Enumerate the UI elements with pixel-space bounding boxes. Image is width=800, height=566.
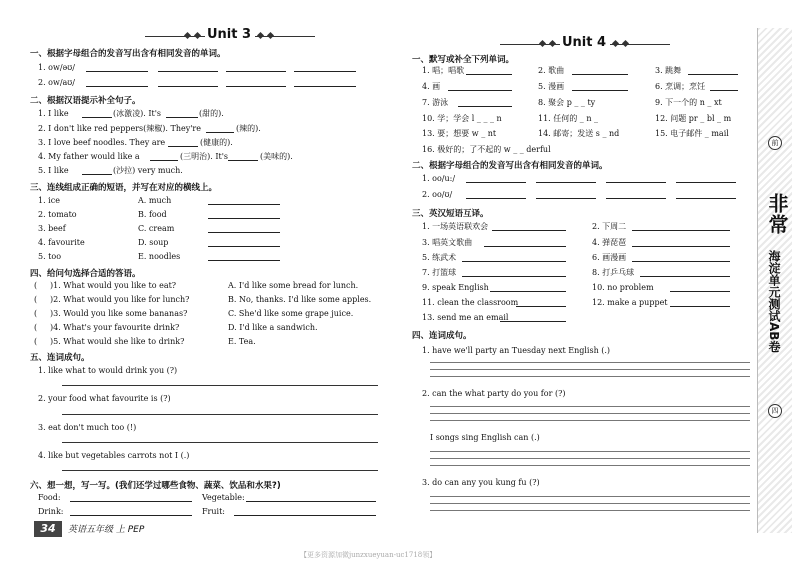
question: )5. What would she like to drink? <box>50 337 185 346</box>
writing-line[interactable] <box>62 442 378 443</box>
match-right: B. food <box>138 210 167 219</box>
writing-line[interactable] <box>430 369 750 370</box>
sentence-part: (冰激凌). It's <box>113 109 162 118</box>
answer-line[interactable] <box>670 291 730 292</box>
answer-line[interactable] <box>484 246 566 247</box>
writing-line[interactable] <box>430 451 750 452</box>
blank[interactable] <box>228 160 258 161</box>
answer-line[interactable] <box>466 198 526 199</box>
scrambled-sentence: I songs sing English can (.) <box>430 433 540 442</box>
answer-line[interactable] <box>516 306 566 307</box>
blank[interactable] <box>168 146 198 147</box>
match-left: 4. favourite <box>38 238 85 247</box>
answer-line[interactable] <box>86 71 148 72</box>
phrase-item: 5. 练武术 <box>422 253 457 262</box>
answer-line[interactable] <box>70 501 192 502</box>
answer-line[interactable] <box>208 246 280 247</box>
answer-line[interactable] <box>226 71 286 72</box>
answer-line[interactable] <box>500 321 566 322</box>
answer-line[interactable] <box>536 182 596 183</box>
answer-line[interactable] <box>158 86 218 87</box>
answer-line[interactable] <box>226 86 286 87</box>
phonics-item: 2. oo/ʊ/ <box>422 190 453 199</box>
title-decoration-left <box>500 41 560 47</box>
answer-line[interactable] <box>572 74 628 75</box>
phrase-item: 6. 画漫画 <box>592 253 627 262</box>
writing-line[interactable] <box>430 458 750 459</box>
sentence-part: 2. I don't like red peppers(辣椒). They're <box>38 124 201 133</box>
answer-option: B. No, thanks. I'd like some apples. <box>228 295 372 304</box>
answer-option: D. I'd like a sandwich. <box>228 323 318 332</box>
answer-line[interactable] <box>208 260 280 261</box>
phrase-item: 11. clean the classroom <box>422 298 519 307</box>
word-item: 9. 下一个的 n _ xt <box>655 98 722 107</box>
answer-line[interactable] <box>294 71 356 72</box>
match-right: C. cream <box>138 224 175 233</box>
answer-line[interactable] <box>70 515 192 516</box>
blank[interactable] <box>166 117 198 118</box>
section-1-heading: 一、默写或补全下列单词。 <box>412 55 515 65</box>
sentence-part: 1. I like <box>38 109 69 118</box>
writing-line[interactable] <box>62 385 378 386</box>
answer-line[interactable] <box>234 515 376 516</box>
section-2-heading: 二、根据汉语提示补全句子。 <box>30 96 141 106</box>
answer-line[interactable] <box>536 198 596 199</box>
answer-line[interactable] <box>492 230 566 231</box>
answer-line[interactable] <box>688 74 738 75</box>
section-5-heading: 五、连词成句。 <box>30 353 90 363</box>
section-3-heading: 三、连线组成正确的短语，并写在对应的横线上。 <box>30 183 218 193</box>
word-item: 1. 唱；唱歌 <box>422 66 465 75</box>
match-right: D. soup <box>138 238 169 247</box>
answer-line[interactable] <box>676 182 736 183</box>
phonics-item: 1. ow/əʊ/ <box>38 63 75 72</box>
phrase-item: 9. speak English <box>422 283 489 292</box>
writing-line[interactable] <box>430 496 750 497</box>
word-item: 8. 聚会 p _ _ ty <box>538 98 596 107</box>
phrase-item: 7. 打篮球 <box>422 268 457 277</box>
phrase-item: 12. make a puppet <box>592 298 668 307</box>
unit-3-title: Unit 3 <box>207 27 252 42</box>
side-mark-top: 前 <box>768 136 782 150</box>
word-item: 14. 邮寄；发送 s _ nd <box>538 129 620 138</box>
writing-line[interactable] <box>62 470 378 471</box>
answer-line[interactable] <box>208 218 280 219</box>
answer-line[interactable] <box>606 198 666 199</box>
phrase-item: 13. send me an email <box>422 313 509 322</box>
side-banner <box>757 28 791 533</box>
answer-line[interactable] <box>640 276 730 277</box>
answer-line[interactable] <box>462 261 566 262</box>
answer-paren[interactable]: ( <box>34 323 38 332</box>
match-left: 3. beef <box>38 224 66 233</box>
answer-option: E. Tea. <box>228 337 256 346</box>
word-item: 13. 要；想要 w _ nt <box>422 129 497 138</box>
series-title: 海淀单元测试AB卷 <box>767 250 781 353</box>
phrase-item: 8. 打乒乓球 <box>592 268 635 277</box>
side-mark-bottom: 四 <box>768 404 782 418</box>
answer-line[interactable] <box>670 306 730 307</box>
section-1-heading: 一、根据字母组合的发音写出含有相同发音的单词。 <box>30 49 226 59</box>
word-item: 7. 游泳 <box>422 98 449 107</box>
answer-option: C. She'd like some grape juice. <box>228 309 354 318</box>
blank[interactable] <box>150 160 178 161</box>
answer-paren[interactable]: ( <box>34 309 38 318</box>
writing-line[interactable] <box>430 503 750 504</box>
answer-line[interactable] <box>294 86 356 87</box>
question: )3. Would you like some bananas? <box>50 309 188 318</box>
sentence-part: 4. My father would like a <box>38 152 140 161</box>
word-item: 5. 漫画 <box>538 82 565 91</box>
page-number: 34 <box>34 521 62 537</box>
writing-line[interactable] <box>430 362 750 363</box>
answer-line[interactable] <box>466 74 512 75</box>
word-item: 10. 学；学会 l _ _ _ n <box>422 114 502 123</box>
answer-line[interactable] <box>462 276 566 277</box>
answer-line[interactable] <box>158 71 218 72</box>
section-2-heading: 二、根据字母组合的发音写出含有相同发音的单词。 <box>412 161 608 171</box>
answer-line[interactable] <box>208 204 280 205</box>
scrambled-sentence: 2. can the what party do you for (?) <box>422 389 566 398</box>
category-label: Vegetable: <box>202 493 245 502</box>
answer-line[interactable] <box>246 501 376 502</box>
sentence-part: (辣的). <box>236 124 261 133</box>
answer-line[interactable] <box>632 246 730 247</box>
section-4-heading: 四、给问句选择合适的答语。 <box>30 269 141 279</box>
writing-line[interactable] <box>62 414 378 415</box>
writing-line[interactable] <box>430 465 750 466</box>
word-item: 4. 画 <box>422 82 441 91</box>
question: )2. What would you like for lunch? <box>50 295 190 304</box>
answer-line[interactable] <box>632 230 730 231</box>
scrambled-sentence: 2. your food what favourite is (?) <box>38 394 171 403</box>
blank[interactable] <box>82 174 112 175</box>
answer-line[interactable] <box>86 86 148 87</box>
writing-line[interactable] <box>430 406 750 407</box>
answer-line[interactable] <box>710 90 738 91</box>
answer-line[interactable] <box>490 291 566 292</box>
word-item: 3. 跳舞 <box>655 66 682 75</box>
match-left: 5. too <box>38 252 62 261</box>
phrase-item: 2. 下周二 <box>592 222 627 231</box>
question: )1. What would you like to eat? <box>50 281 177 290</box>
match-left: 2. tomato <box>38 210 77 219</box>
word-item: 15. 电子邮件 _ mail <box>655 129 729 138</box>
phrase-item: 1. 一场英语联欢会 <box>422 222 489 231</box>
title-decoration-right <box>255 33 315 39</box>
answer-line[interactable] <box>466 182 526 183</box>
sentence-part: (甜的). <box>199 109 224 118</box>
writing-line[interactable] <box>430 413 750 414</box>
answer-paren[interactable]: ( <box>34 337 38 346</box>
watermark-text: 【更多资源加微junzxueyuan-uc1718领】 <box>300 551 437 559</box>
scrambled-sentence: 1. like what to would drink you (?) <box>38 366 178 375</box>
category-label: Fruit: <box>202 507 225 516</box>
answer-paren[interactable]: ( <box>34 295 38 304</box>
blank[interactable] <box>206 132 234 133</box>
answer-line[interactable] <box>676 198 736 199</box>
blank[interactable] <box>82 117 112 118</box>
title-decoration-left <box>145 33 205 39</box>
book-title: 英语五年级 上 PEP <box>68 525 145 535</box>
sentence-part: 3. I love beef noodles. They are <box>38 138 166 147</box>
title-decoration-right <box>610 41 670 47</box>
phonics-item: 2. ow/aʊ/ <box>38 78 75 87</box>
sentence-part: (美味的). <box>260 152 293 161</box>
word-item: 2. 歌曲 <box>538 66 565 75</box>
question: )4. What's your favourite drink? <box>50 323 180 332</box>
section-4-heading: 四、连词成句。 <box>412 331 472 341</box>
answer-line[interactable] <box>572 90 628 91</box>
answer-line[interactable] <box>458 106 512 107</box>
sentence-part: 5. I like <box>38 166 69 175</box>
scrambled-sentence: 3. eat don't much too (!) <box>38 423 137 432</box>
writing-line[interactable] <box>430 510 750 511</box>
word-item: 16. 极好的；了不起的 w _ _ derful <box>422 145 551 154</box>
word-item: 11. 任何的 _ n _ <box>538 114 599 123</box>
match-right: E. noodles <box>138 252 181 261</box>
match-left: 1. ice <box>38 196 60 205</box>
word-item: 6. 烹调；烹饪 <box>655 82 706 91</box>
answer-line[interactable] <box>448 90 512 91</box>
answer-paren[interactable]: ( <box>34 281 38 290</box>
sentence-part: (三明治). It's <box>180 152 229 161</box>
scrambled-sentence: 3. do can any you kung fu (?) <box>422 478 540 487</box>
section-3-heading: 三、英汉短语互译。 <box>412 209 489 219</box>
match-right: A. much <box>138 196 172 205</box>
scrambled-sentence: 4. like but vegetables carrots not I (.) <box>38 451 190 460</box>
answer-line[interactable] <box>606 182 666 183</box>
phrase-item: 3. 唱英文歌曲 <box>422 238 473 247</box>
answer-option: A. I'd like some bread for lunch. <box>228 281 359 290</box>
section-6-heading: 六、想一想，写一写。(我们还学过哪些食物、蔬菜、饮品和水果?) <box>30 481 281 491</box>
phonics-item: 1. oo/u:/ <box>422 174 456 183</box>
unit-4-title: Unit 4 <box>562 35 607 50</box>
phrase-item: 10. no problem <box>592 283 654 292</box>
scrambled-sentence: 1. have we'll party an Tuesday next English (.) <box>422 346 611 355</box>
sentence-part: (健康的). <box>200 138 233 147</box>
answer-line[interactable] <box>208 232 280 233</box>
answer-line[interactable] <box>632 261 730 262</box>
phrase-item: 4. 弹琵琶 <box>592 238 627 247</box>
sentence-part: (沙拉) very much. <box>113 166 183 175</box>
word-item: 12. 问题 pr _ bl _ m <box>655 114 732 123</box>
category-label: Food: <box>38 493 61 502</box>
brand-logo: 非常 <box>765 193 789 235</box>
writing-line[interactable] <box>430 376 750 377</box>
writing-line[interactable] <box>430 420 750 421</box>
category-label: Drink: <box>38 507 64 516</box>
